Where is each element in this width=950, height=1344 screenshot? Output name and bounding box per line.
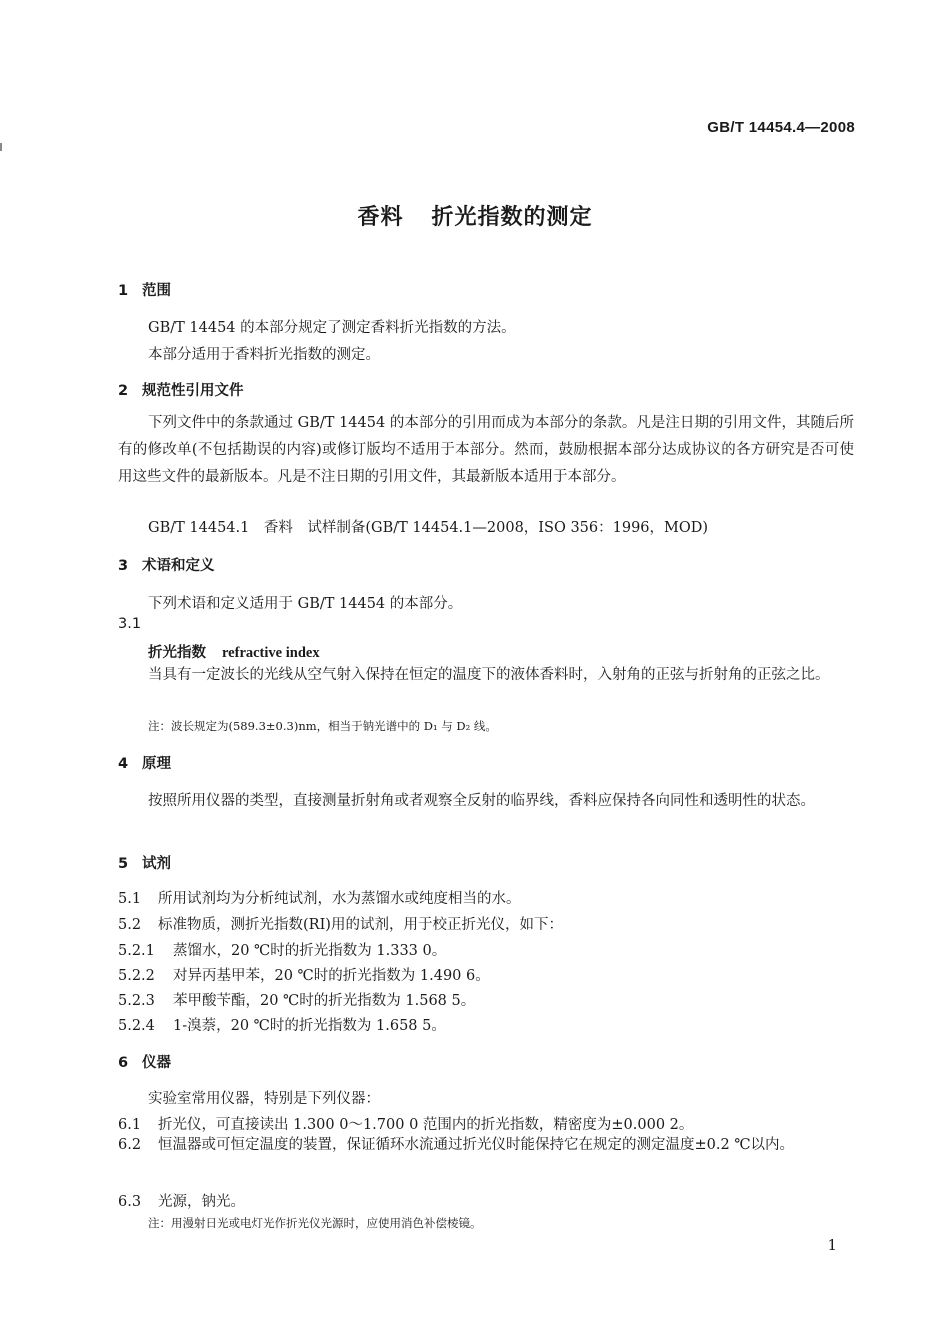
normative-reference: GB/T 14454.1 香料 试样制备(GB/T 14454.1—2008，ISO 356：1996，MOD) [148,520,709,536]
term-chinese: 折光指数 [148,645,206,661]
section-title: 规范性引用文件 [142,383,244,399]
section-3-heading [118,554,215,575]
section-number: 4 [118,756,129,772]
section-number: 6 [118,1055,129,1071]
section-5-heading [118,852,171,873]
section-number: 2 [118,383,129,399]
reagent-item-5-2-1: 5.2.1 蒸馏水，20 ℃时的折光指数为 1.333 0。 [118,943,447,959]
document-title [0,200,950,231]
reagent-item-5-2: 5.2 标准物质，测折光指数(RI)用的试剂，用于校正折光仪，如下： [118,917,563,933]
apparatus-item-6-2: 6.2 恒温器或可恒定温度的装置，保证循环水流通过折光仪时能保持它在规定的测定温度±0.2 ℃以内。 [118,1137,795,1153]
term-english: refractive index [222,645,320,661]
term-entry [148,641,320,662]
section-6-paragraph: 实验室常用仪器，特别是下列仪器： [148,1091,380,1107]
definition-note: 注：波长规定为(589.3±0.3)nm，相当于钠光谱中的 D₁ 与 D₂ 线。 [148,719,497,733]
page-number: 1 [827,1236,837,1254]
section-2-heading [118,379,244,400]
standard-code: GB/T 14454.4—2008 [707,119,855,136]
section-number: 3 [118,558,129,574]
section-4-heading [118,752,171,773]
reagent-item-5-2-3: 5.2.3 苯甲酸苄酯，20 ℃时的折光指数为 1.568 5。 [118,993,476,1009]
section-6-heading [118,1051,171,1072]
section-1-heading [118,279,171,300]
apparatus-item-6-3: 6.3 光源，钠光。 [118,1194,245,1210]
section-1-paragraph-1: GB/T 14454 的本部分规定了测定香料折光指数的方法。 [148,320,516,336]
title-part-1: 香料 [357,205,404,230]
section-title: 原理 [142,756,171,772]
section-1-paragraph-2: 本部分适用于香料折光指数的测定。 [148,347,380,363]
reagent-item-5-2-2: 5.2.2 对异丙基甲苯，20 ℃时的折光指数为 1.490 6。 [118,968,490,984]
scan-edge-mark [0,143,2,151]
section-3-paragraph: 下列术语和定义适用于 GB/T 14454 的本部分。 [148,596,463,612]
section-title: 试剂 [142,856,171,872]
term-definition: 当具有一定波长的光线从空气射入保持在恒定的温度下的液体香料时，入射角的正弦与折射角的正弦之比。 [148,667,830,683]
reagent-item-5-1: 5.1 所用试剂均为分析纯试剂，水为蒸馏水或纯度相当的水。 [118,891,521,907]
section-number: 1 [118,283,129,299]
apparatus-note: 注：用漫射日光或电灯光作折光仪光源时，应使用消色补偿棱镜。 [148,1216,482,1230]
section-title: 仪器 [142,1055,171,1071]
section-2-paragraph: 下列文件中的条款通过 GB/T 14454 的本部分的引用而成为本部分的条款。凡是注日期的引用文件，其随后所有的修改单(不包括勘误的内容)或修订版均不适用于本部分。然而，鼓励根据本部分达成协议的各方研究是否可使用这些文件的最新版本。凡是不注日期的引用文件，其最新版本适用于本部分。 [118,415,854,485]
subsection-3-1-number: 3.1 [118,616,142,632]
section-title: 术语和定义 [142,558,215,574]
section-title: 范围 [142,283,171,299]
section-4-paragraph: 按照所用仪器的类型，直接测量折射角或者观察全反射的临界线，香料应保持各向同性和透明性的状态。 [148,793,815,809]
section-number: 5 [118,856,129,872]
title-part-2: 折光指数的测定 [431,205,593,230]
reagent-item-5-2-4: 5.2.4 1-溴萘，20 ℃时的折光指数为 1.658 5。 [118,1018,446,1034]
apparatus-item-6-1: 6.1 折光仪，可直接读出 1.300 0～1.700 0 范围内的折光指数，精密度为±0.000 2。 [118,1117,694,1133]
